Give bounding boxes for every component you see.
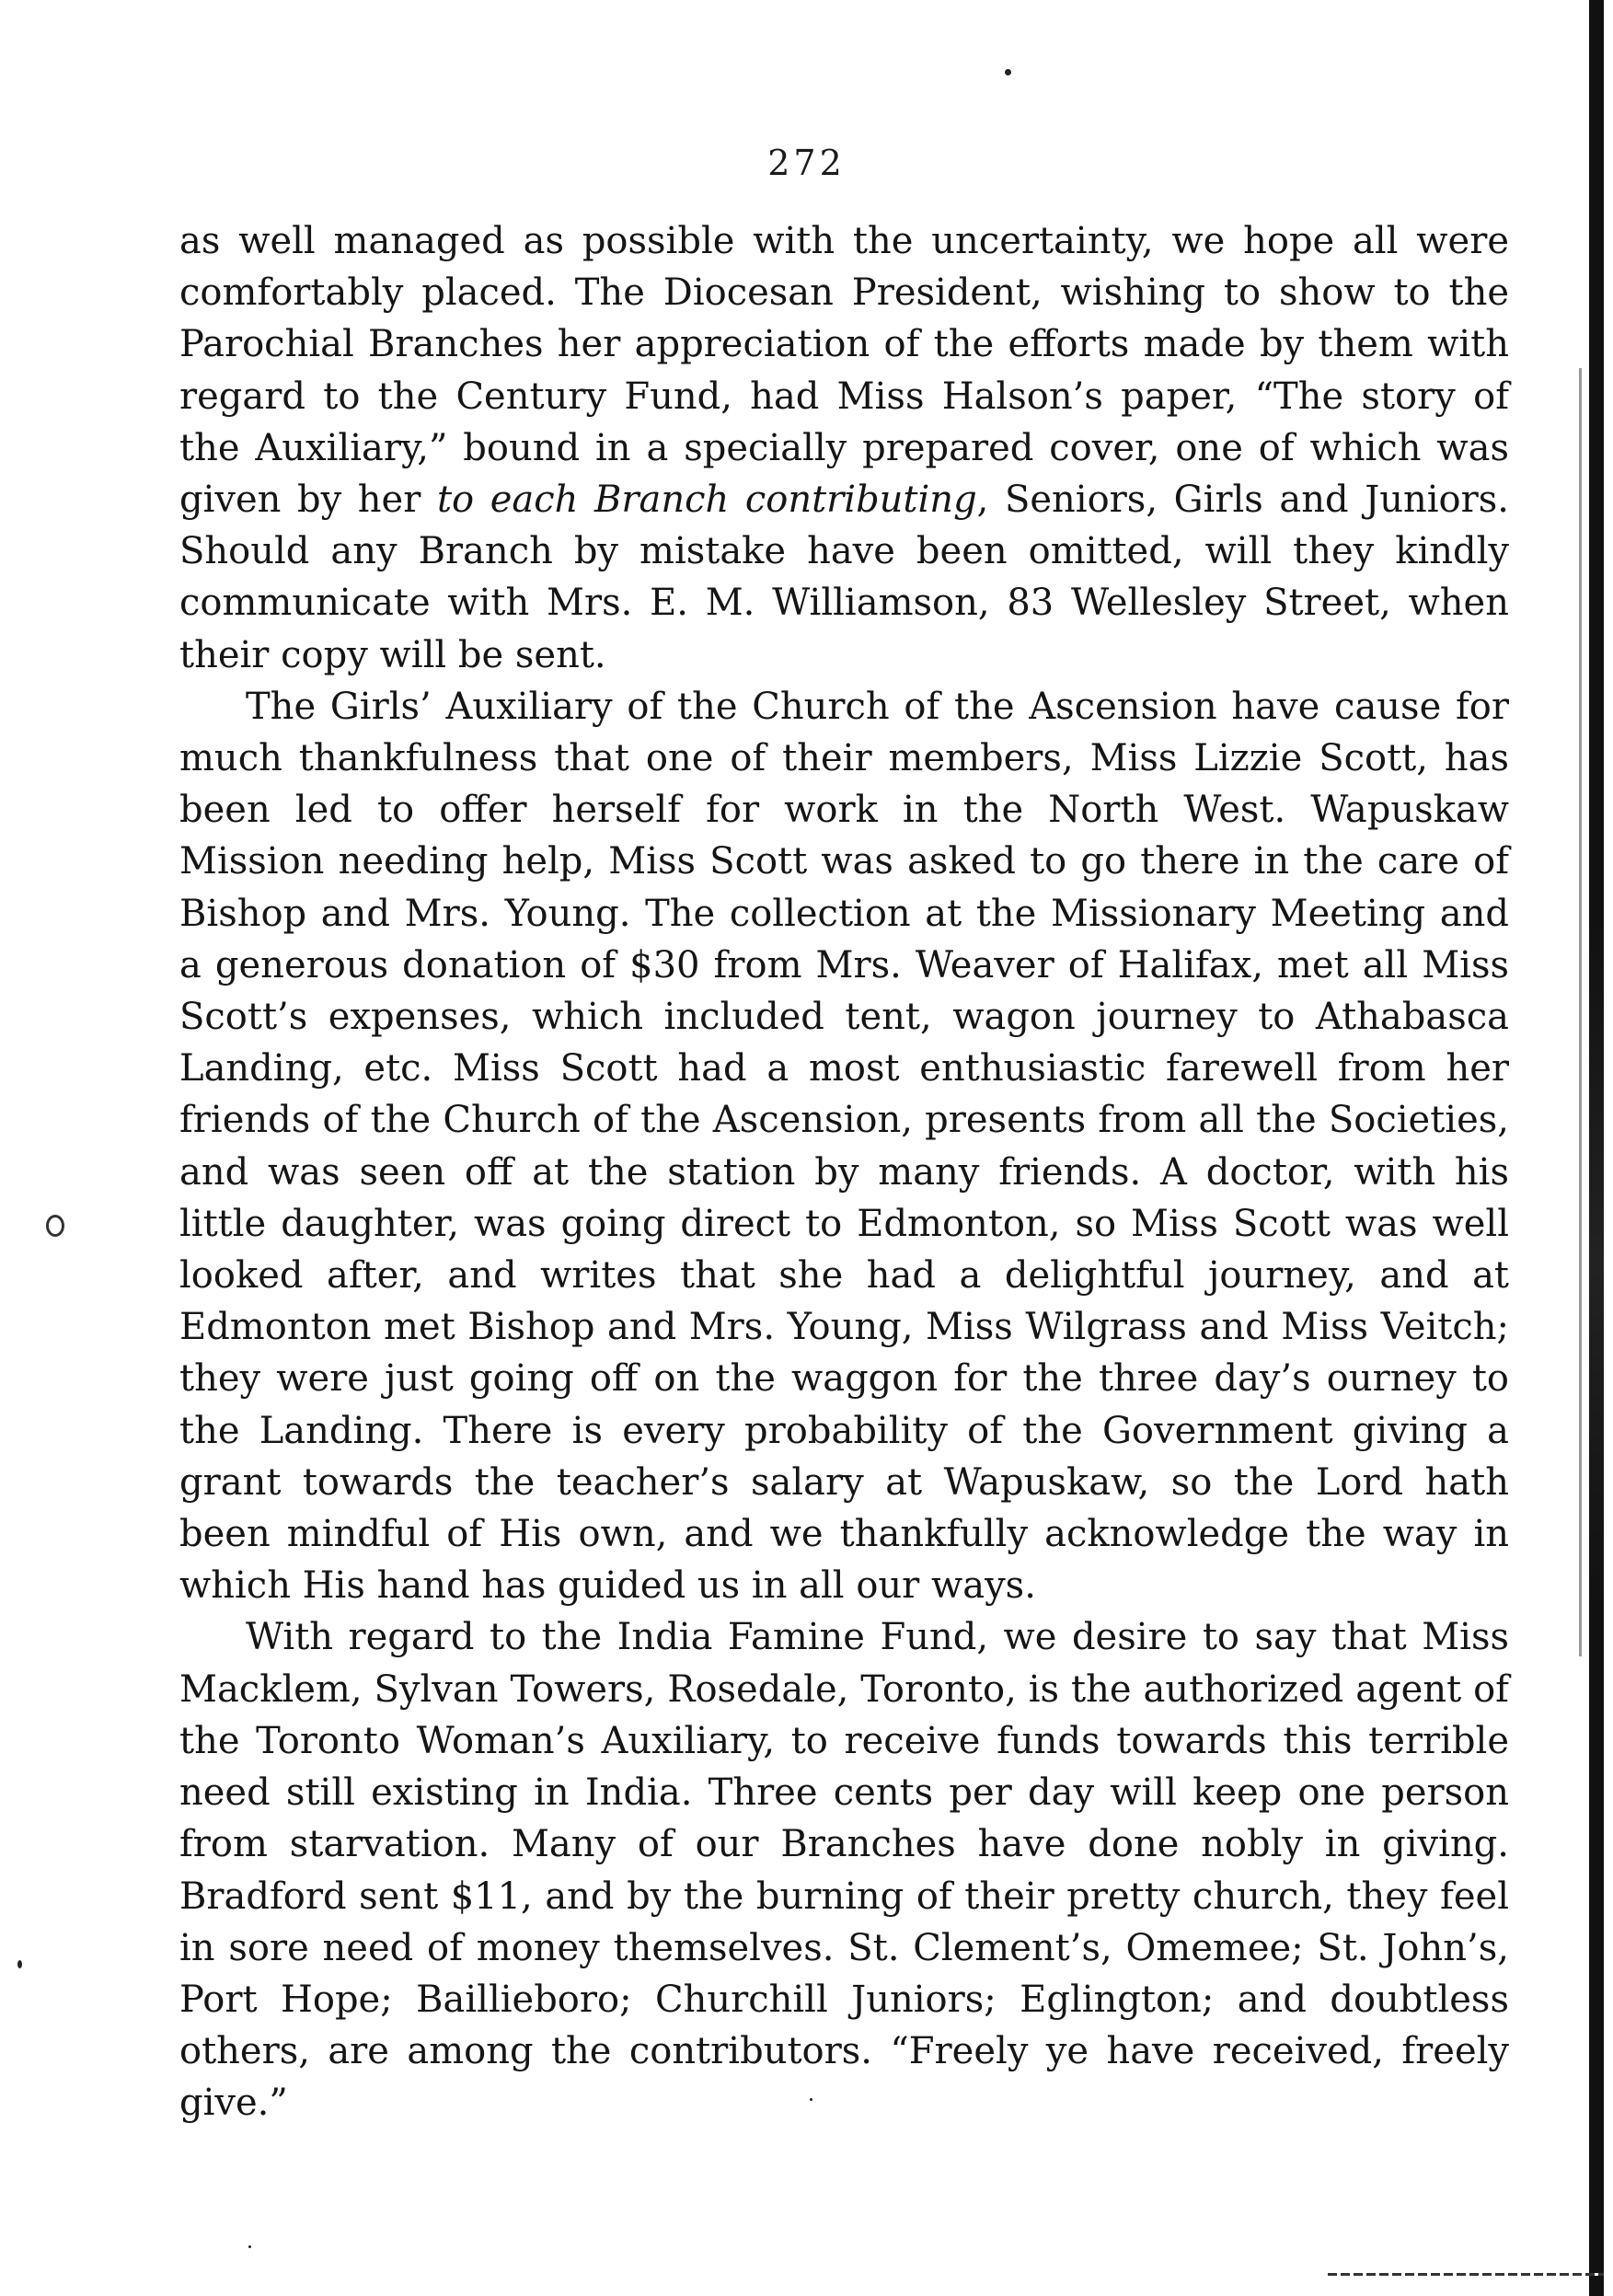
- bottom-edge-rule: [1328, 2273, 1604, 2276]
- paragraph-1-italic-phrase: to each Branch contributing: [436, 479, 977, 522]
- scan-speck: [1005, 69, 1011, 75]
- scan-speck: [810, 2098, 812, 2101]
- binding-hole-mark: [46, 1215, 64, 1237]
- page-number: 272: [767, 143, 846, 183]
- paragraph-1-text-a: as well managed as possible with the uncertainty, we hope all were comfortably placed. The Diocesan President, wishing to show to the Parochial Branches her appreciation of the efforts made by them with regard to the Century Fund, had Miss Halson’s paper, “The story of the Auxiliary,” bound in a specially prepared cover, one of which was given by her: [179, 220, 1509, 522]
- scan-speck: [248, 2245, 251, 2248]
- paragraph-1: [179, 215, 1509, 681]
- paragraph-3: With regard to the India Famine Fund, we desire to say that Miss Macklem, Sylvan Towers, Rosedale, Toronto, is the authorized agent of the Toronto Woman’s Auxiliary, to receive funds towards this terrible need still existing in India. Three cents per day will keep one person from starvation. Many of our Branches have done nobly in giving. Bradford sent $11, and by the burning of their pretty church, they feel in sore need of money themselves. St. Clement’s, Omemee; St. John’s, Port Hope; Baillieboro; Churchill Juniors; Eglington; and doubtless others, are among the contributors. “Freely ye have received, freely give.”: [179, 1616, 1509, 2125]
- paragraph-2: The Girls’ Auxiliary of the Church of the Ascension have cause for much thankfulness that one of their members, Miss Lizzie Scott, has been led to offer herself for work in the North West. Wapuskaw Mission needing help, Miss Scott was asked to go there in the care of Bishop and Mrs. Young. The collection at the Missionary Meeting and a generous donation of $30 from Mrs. Weaver of Halifax, met all Miss Scott’s expenses, which included tent, wagon journey to Athabasca Landing, etc. Miss Scott had a most enthusiastic farewell from her friends of the Church of the Ascension, presents from all the Societies, and was seen off at the station by many friends. A doctor, with his little daughter, was going direct to Edmonton, so Miss Scott was well looked after, and writes that she had a delightful journey, and at Edmonton met Bishop and Mrs. Young, Miss Wilgrass and Miss Veitch; they were just going off on the waggon for the three day’s ourney to the Landing. There is every probability of the Government giving a grant towards the teacher’s salary at Wapuskaw, so the Lord hath been mindful of His own, and we thankfully acknowledge the way in which His hand has guided us in all our ways.: [179, 685, 1509, 1608]
- scan-speck: [17, 1960, 22, 1968]
- scan-edge-line: [1579, 368, 1582, 1656]
- paragraph-1-text-b: , Seniors, Girls and Juniors. Should any Branch by mistake have been omitted, will they kindly communicate with Mrs. E. M. Williamson, 83 Wellesley Street, when their copy will be sent.: [179, 479, 1509, 676]
- body-text: [179, 215, 1509, 2129]
- scan-edge-bar: [1589, 0, 1604, 2296]
